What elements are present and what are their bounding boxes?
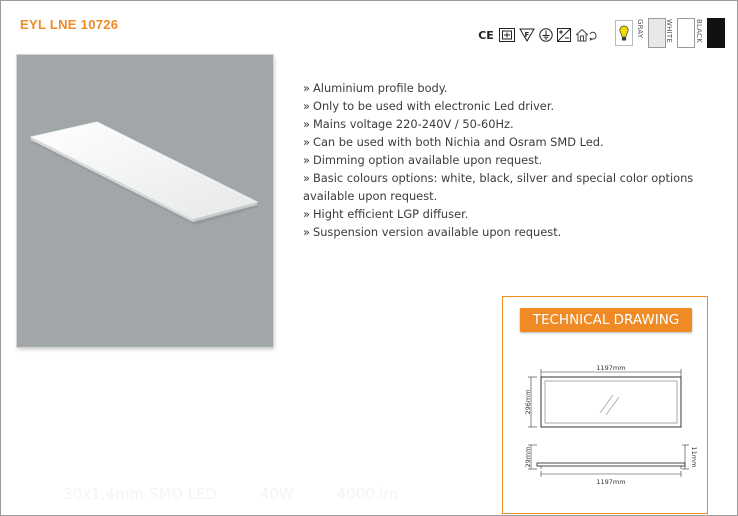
- led-spec: 30x1,4mm SMD LED: [63, 485, 217, 503]
- bullet-glyph: »: [303, 225, 310, 239]
- swatch-label-white: WHITE: [665, 19, 673, 43]
- feature-item: [303, 133, 735, 151]
- driver-icon: [557, 28, 571, 42]
- power-spec: 40W: [259, 485, 294, 503]
- feature-text: Only to be used with electronic Led driver.: [312, 99, 555, 113]
- f-mark-icon: [519, 28, 535, 42]
- swatch-label-black: BLACK: [695, 19, 703, 44]
- led-bulb-icon: [615, 20, 633, 46]
- swatch-white: [677, 18, 695, 48]
- feature-text: Can be used with both Nichia and Osram SMD Led.: [312, 135, 604, 149]
- feature-item: [303, 223, 735, 241]
- feature-item: [303, 79, 735, 97]
- product-photo: [17, 55, 273, 347]
- panel-side-outline: [537, 463, 685, 466]
- feature-text: Dimming option available upon request.: [312, 153, 543, 167]
- side-width-label: 1197mm: [596, 478, 626, 486]
- top-width-label: 1197mm: [596, 364, 626, 372]
- bullet-glyph: »: [303, 117, 310, 131]
- top-height-label: 296mm: [524, 389, 532, 415]
- spec-row: [63, 485, 436, 503]
- feature-text: Mains voltage 220-240V / 50-60Hz.: [312, 117, 514, 131]
- swatch-gray: [648, 18, 666, 48]
- certification-row: [477, 26, 601, 44]
- feature-item: [303, 115, 735, 133]
- earth-ground-icon: [539, 28, 553, 42]
- technical-drawing: [503, 297, 707, 513]
- technical-drawing-panel: [502, 296, 708, 514]
- lumen-spec: 4000 lm: [336, 485, 399, 503]
- recycle-house-icon: [575, 28, 597, 42]
- swatch-label-gray: GRAY: [636, 19, 644, 39]
- feature-text: Aluminium profile body.: [312, 81, 448, 95]
- feature-list: [303, 79, 735, 241]
- bullet-glyph: »: [303, 135, 310, 149]
- ce-mark-label: CE: [478, 28, 494, 42]
- panel-top-outline: [541, 377, 681, 427]
- bullet-glyph: »: [303, 207, 310, 221]
- led-panel-image: [17, 55, 273, 347]
- technical-drawing-button[interactable]: TECHNICAL DRAWING: [520, 308, 692, 332]
- feature-text: Basic colours options: white, black, silver and special color options available upon request.: [303, 171, 694, 203]
- product-code: EYL LNE 10726: [20, 17, 119, 32]
- bullet-glyph: »: [303, 153, 310, 167]
- swatch-black: [707, 18, 725, 48]
- side-thickness-label: 11mm: [690, 446, 698, 468]
- side-height-label: 29mm: [524, 446, 532, 468]
- feature-item: [303, 169, 735, 205]
- ce-mark-icon: [477, 28, 495, 42]
- class-ii-icon: [499, 28, 515, 42]
- panel-diffuser-outline: [545, 381, 677, 423]
- bullet-glyph: »: [303, 171, 310, 185]
- feature-text: Suspension version available upon request.: [312, 225, 562, 239]
- feature-item: [303, 151, 735, 169]
- bullet-glyph: »: [303, 81, 310, 95]
- bullet-glyph: »: [303, 99, 310, 113]
- feature-item: [303, 205, 735, 223]
- feature-text: Hight efficient LGP diffuser.: [312, 207, 469, 221]
- f-mark-label: F: [524, 31, 530, 39]
- feature-item: [303, 97, 735, 115]
